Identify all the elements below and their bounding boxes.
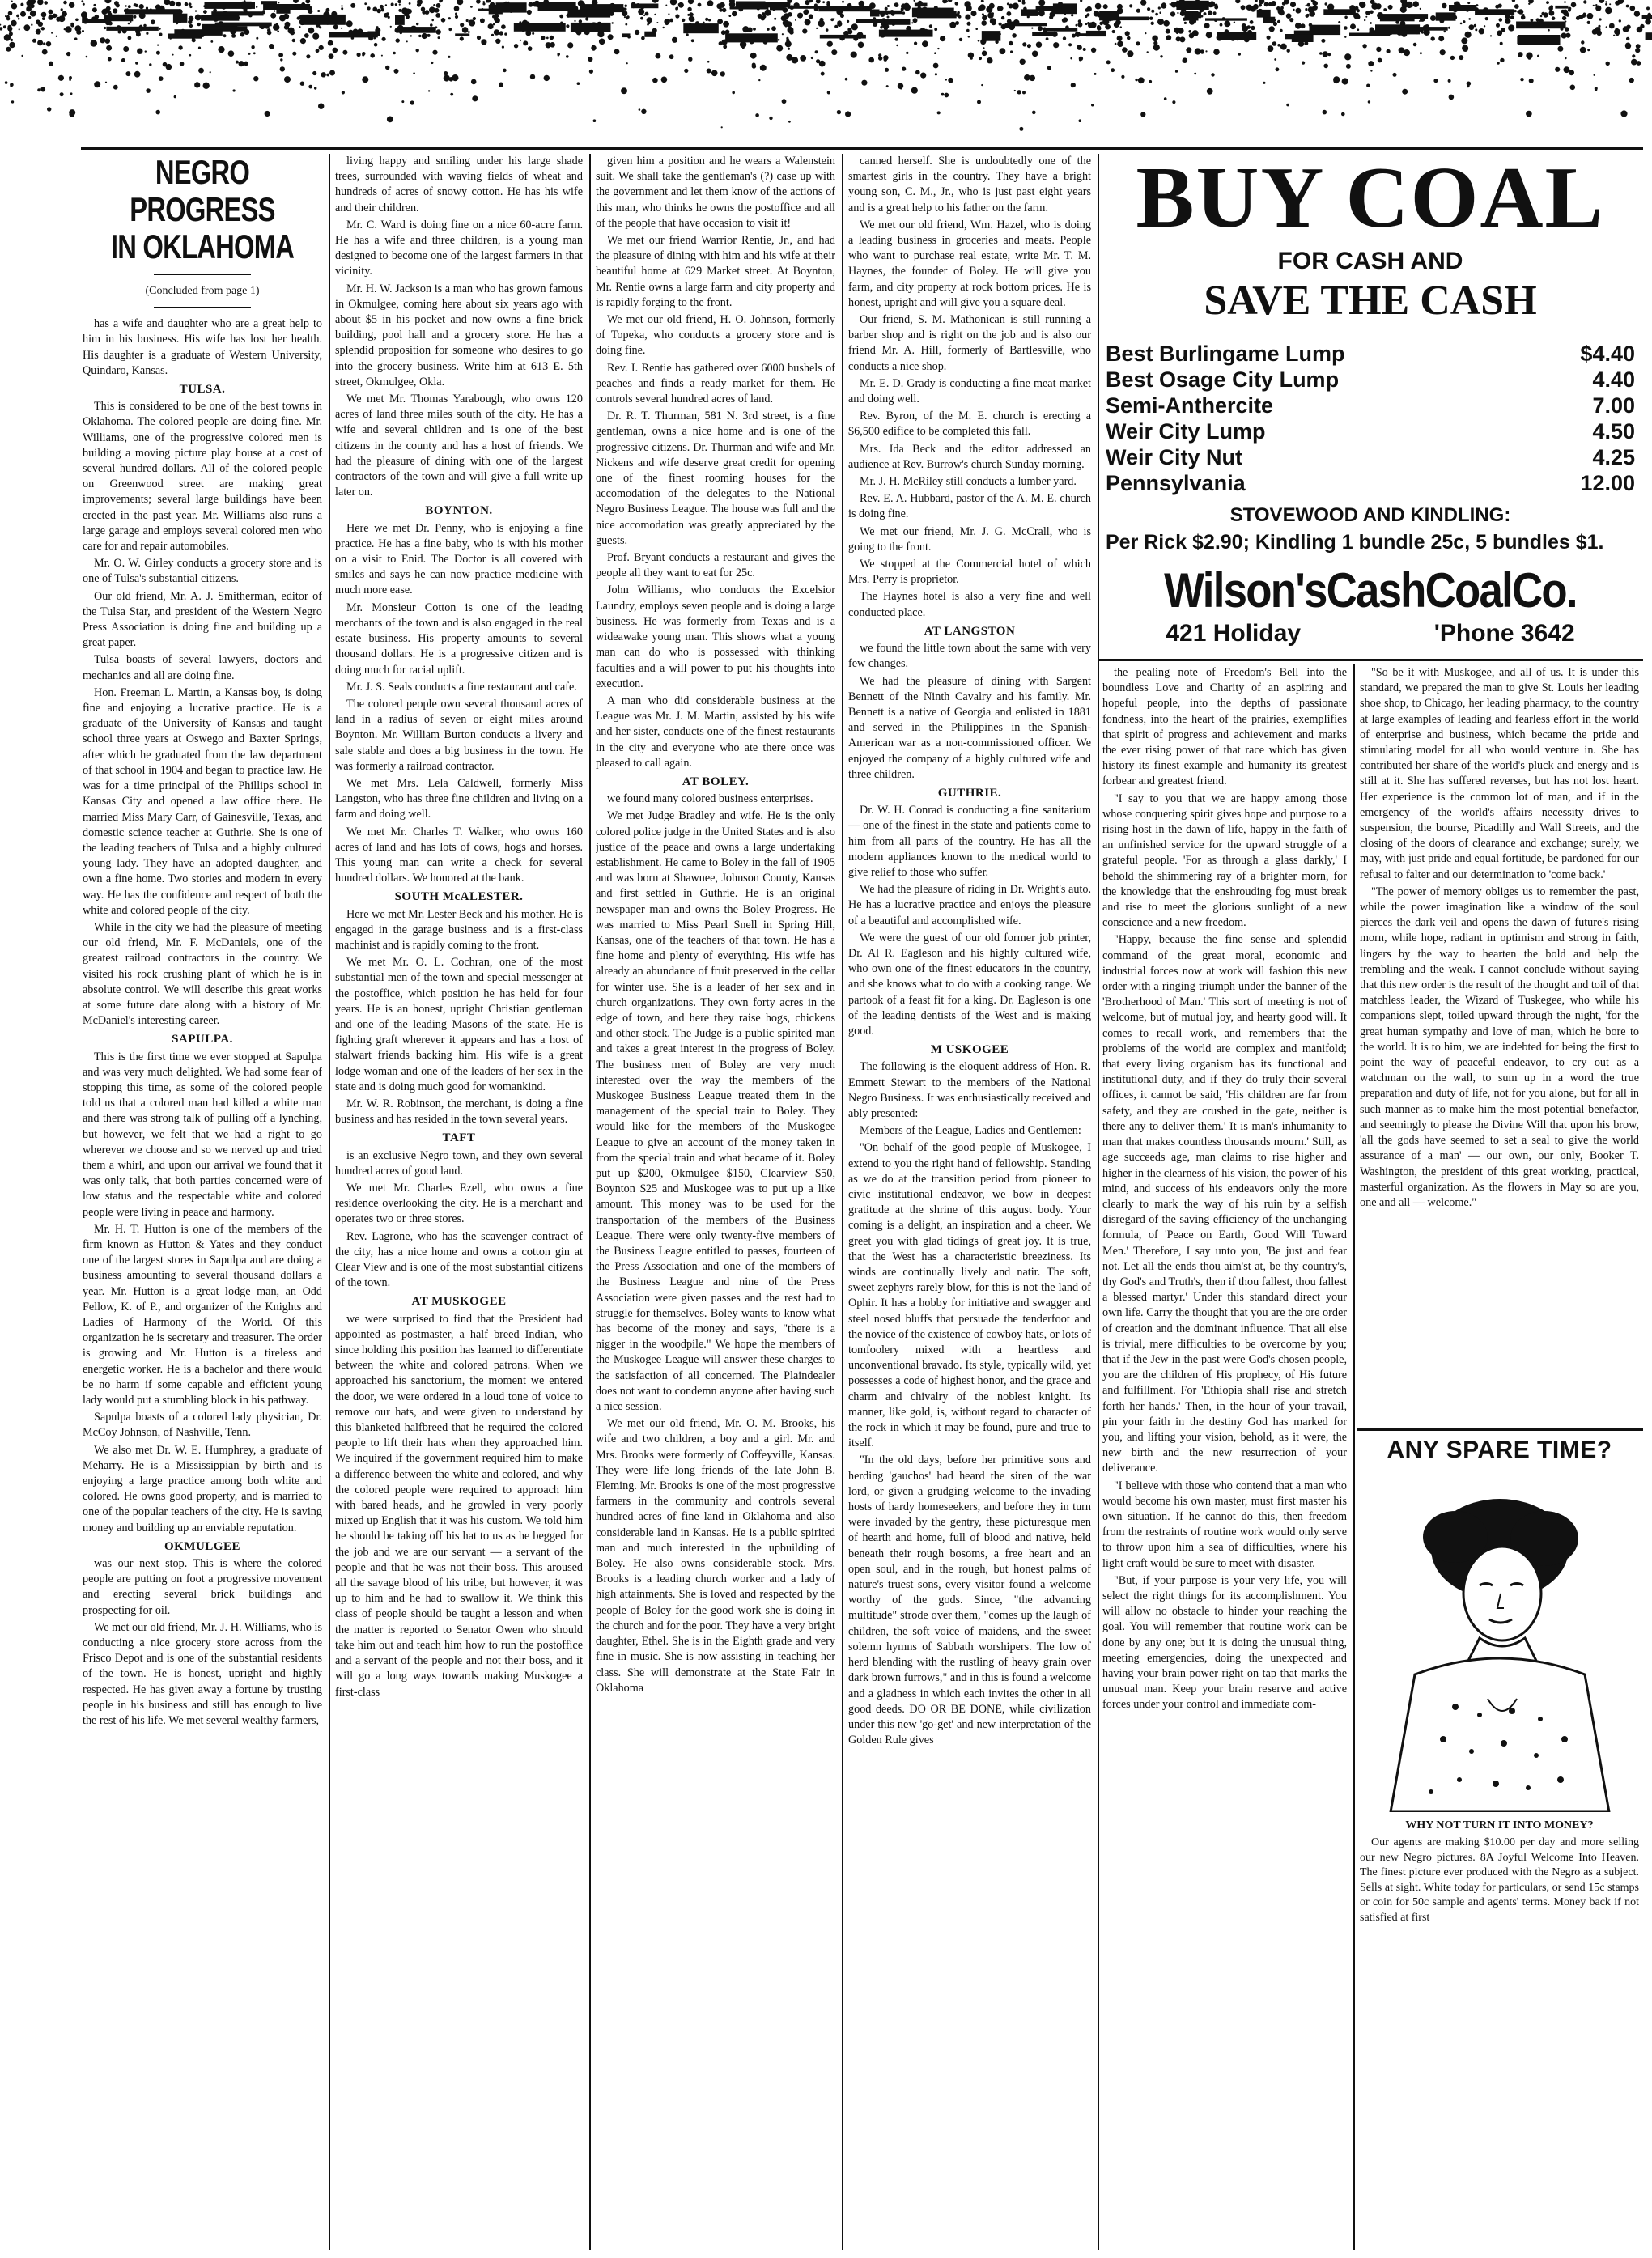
section-heading: TULSA.: [179, 383, 226, 397]
coal-type: Semi-Anthercite: [1106, 393, 1274, 418]
spare-time-subhead: WHY NOT TURN IT INTO MONEY?: [1405, 1819, 1594, 1831]
coal-price-row: [1106, 470, 1635, 496]
article-paragraph: John Williams, who conducts the Excelsior Laundry, employs seven people and is doing a large business. He was formerly from Texas and is a wideawake young man. This shows what a young man can do who is possessed with thinking faculties and a will power to put his thoughts into execution.: [596, 584, 835, 690]
article-paragraph: "On behalf of the good people of Muskogee, I extend to you the right hand of fellowship. Standing as we do at the transition period from pioneer to civic institutional endeavor, we bow in deepest gratitude at the shrine of this august body. Your coming is a delight, an inspiration and a cheer. We greet you with glad tidings of great joy. It is true, that the West has a characteristic breeziness. Its winds are continually lively and natir. The soft, sweet zephyrs rarely blow, for this is not the land of Ophir. It has a hobby for initiative and swagger and steel nosed bluffs that persuade the tenderfoot and the novice of the existence of cowboy hats, or lots of tomfoolery mixed with a heartless and unconventional bravado. Its style, typically wild, yet possesses a code of highest honor, and the grace and charm and chivalry of the noblest knight. Its manner, like gold, is, without regard to character of the rock in which it may be found, pure and true to itself.: [848, 1141, 1091, 1450]
article-paragraph: we found the little town about the same with very few changes.: [848, 642, 1091, 671]
section-heading: M USKOGEE: [930, 1043, 1009, 1057]
article-paragraph: We met our old friend, Wm. Hazel, who is doing a leading business in groceries and meats. People who want to purchase real estate, write Mr. T. M. Haynes, the founder of Boley. He will give you farm, and city property at rock bottom prices. He is honest, upright and will give you a square deal.: [848, 218, 1091, 309]
article-paragraph: We met our old friend, Mr. O. M. Brooks, his wife and two children, a boy and a girl. Mr. and Mrs. Brooks were formerly of Coffeyville, Kansas. They were life long friends of the late John B. Fleming. Mr. Brooks is one of the most progressive farmers in the community and controls several hundred acres of fine land in Oklahoma and also considerable land in Kansas. He is a public spirited man and much interested in the upbuilding of Boley. He also owns considerable stock. Mrs. Brooks is a leading church worker and a lady of high attainments. She is loved and respected by the people of Boley for the good work she is doing in the church and for the poor. They have a very bright daughter, Ethel. She is in the Eighth grade and very fine in music. She is now assisting in teaching her class. She will demonstrate at the State Fair in Oklahoma: [596, 1417, 835, 1695]
column-5: [1102, 665, 1347, 2252]
headline-divider: [154, 274, 251, 275]
article-paragraph: We met our old friend, H. O. Johnson, formerly of Topeka, who conducts a grocery store and is doing fine.: [596, 313, 835, 358]
article-paragraph: This is considered to be one of the best towns in Oklahoma. The colored people are doing fine. Mr. Williams, one of the progressive colored men is building a moving picture play house at a cost of several hundred dollars. All of the colored people on Greenwood street are making great improvements; several large buildings have been erected in the past year. Mr. Williams also runs a large garage and employs several colored men who care for and repair automobiles.: [83, 400, 322, 554]
article-paragraph: "I believe with those who contend that a man who would become his own master, must first master his own situation. If he cannot do this, then freedom from the restraints of routine work would only serve to throw upon him a sea of difficulties, where his light craft would be sure to meet with disaster.: [1102, 1479, 1347, 1570]
article-paragraph: Rev. Byron, of the M. E. church is erecting a $6,500 edifice to be completed this fall.: [848, 410, 1091, 439]
article-paragraph: Our old friend, Mr. A. J. Smitherman, editor of the Tulsa Star, and president of the Western Negro Press Association is doing fine and building up a great paper.: [83, 589, 322, 650]
woman-portrait-illustration: [1366, 1472, 1633, 1812]
ad-stovewood-heading: STOVEWOOD AND KINDLING:: [1229, 504, 1511, 526]
article-paragraph: The following is the eloquent address of Hon. R. Emmett Stewart to the members of the National Negro Business. It was enthusiastically received and ably presented:: [848, 1060, 1091, 1120]
article-paragraph: we found many colored business enterprises.: [607, 792, 813, 806]
coal-price: 12.00: [1580, 471, 1635, 495]
article-paragraph: Mr. H. W. Jackson is a man who has grown famous in Okmulgee, coming here about six years ago with about $5 in his pocket and now owns a fine brick building, pool hall and a grocery store. He has a splendid proposition for someone who desires to go into the grocery business. Write him at 613 E. 5th street, Okmulgee, Okla.: [335, 282, 583, 388]
column-4: [848, 154, 1091, 2250]
coal-price: 4.40: [1592, 367, 1635, 392]
article-paragraph: This is the first time we ever stopped at Sapulpa and was very much delighted. We had some fear of stopping this time, as some of the colored people told us that a colored man had killed a white man and there was strong talk of pulling off a lynching, but however, we felt that we had a right to go wherever we choose and so we nerved up and tried them a whirl, and upon our arrival we found that it was only talk, that both parties concerned were of low status and the respectable white and colored people were living in peace and harmony.: [83, 1050, 322, 1219]
article-paragraph: Our friend, S. M. Mathonican is still running a barber shop and is right on the job and is also our friend Mr. A. Hill, formerly of Bartlesville, who conducts a nice shop.: [848, 313, 1091, 373]
column-rule-5: [1353, 664, 1355, 2250]
column-2-body: [335, 154, 583, 1700]
section-heading: SAPULPA.: [172, 1033, 233, 1046]
section-heading: SOUTH McALESTER.: [394, 890, 524, 904]
coal-type: Best Burlingame Lump: [1106, 342, 1345, 366]
ad-address: 421 Holiday: [1166, 620, 1302, 647]
article-paragraph: "So be it with Muskogee, and all of us. It is under this standard, we prepared the man to give St. Louis her leading shoe shop, to Chicago, her leading pharmacy, to the country at large examples of leading and fearless effort in the world of enterprise and business, which became the pride and stimulating model for all who would venture in. She has contributed her share of the world's pluck and energy and is still at it. She has suffered reverses, but has not lost heart. Her experience is the common lot of man, and if in the emergency of the world's affairs necessity drives to suspension, the bourse, Picadilly and Wall Streets, and the closing of the doors of clearance and exchange; surely, we may, with just pride and equal fortitude, be pardoned for our refusal to falter and our determination to 'come back.': [1360, 666, 1639, 881]
article-paragraph: has a wife and daughter who are a great help to him in his business. His wife has lost her health. His daughter is a graduate of Western University, Quindaro, Kansas.: [83, 317, 322, 377]
continuation-divider: [154, 307, 251, 308]
coal-price-row: [1106, 444, 1635, 470]
column-3-body: [596, 154, 835, 1696]
ad-buy-coal-title: BUY COAL: [1136, 150, 1605, 246]
article-paragraph: We met our old friend, Mr. J. H. Williams, who is conducting a nice grocery store across from the Frisco Depot and is one of the substantial residents of the town. He is honest, upright and highly respected. He has given away a fortune by trusting people in his business and still has enough to live the rest of his life. We met several wealthy farmers,: [83, 1620, 322, 1728]
article-paragraph: Members of the League, Ladies and Gentlemen:: [860, 1124, 1081, 1138]
article-paragraph: We had the pleasure of riding in Dr. Wright's auto. He has a lucrative practice and enjoys the pleasure of a beautiful and accomplished wife.: [848, 883, 1091, 927]
article-paragraph: Dr. W. H. Conrad is conducting a fine sanitarium — one of the finest in the state and patients come to him from all parts of the country. He has all the modern appliances known to the medical world to give relief to those who suffer.: [848, 804, 1091, 879]
headline-negro-progress: NEGRO PROGRESS: [130, 154, 275, 228]
ad-address-row: [1099, 620, 1641, 647]
column-1-body: [83, 316, 322, 1729]
article-paragraph: given him a position and he wears a Walenstein suit. We shall take the gentleman's (?) case up with the government and let them know of the actions of this man, who thinks he owns the postoffice and all of the people that have occasion to visit it!: [596, 155, 835, 230]
spare-time-title: ANY SPARE TIME?: [1387, 1437, 1612, 1463]
article-paragraph: We stopped at the Commercial hotel of which Mrs. Perry is proprietor.: [848, 558, 1091, 587]
article-paragraph: Hon. Freeman L. Martin, a Kansas boy, is doing fine and enjoying a lucrative practice. He is a graduate of the University of Kansas and taught school three years at Oswego and Baxter Springs, after which he graduated from the law department of that school in 1904 and began to practice law. He was for a time principal of the Phillips school in Kansas City and opened a law office there. He married Miss Mary Carr, of Gainesville, Texas, and domestic science teacher at Guthrie. She is one of the leading teachers of Tulsa and a highly cultured young lady. They have an adopted daughter, and own a fine home. Two stories and modern in every way. He has the confidence and respect of both the white and colored people of the city.: [83, 685, 322, 917]
spare-time-advertisement: [1360, 1437, 1639, 1925]
article-paragraph: Tulsa boasts of several lawyers, doctors and mechanics and all are doing fine.: [83, 653, 322, 682]
article-paragraph: the pealing note of Freedom's Bell into the boundless Love and Charity of an aspiring and hopeful people, into the depths of passionate fondness, into the heart of the prairies, exemplifies that spirit of progress and achievement and marks the ever rising power of that race which has given history its finest example and humanity its greatest forbear and greatest friend.: [1102, 666, 1347, 788]
coal-price-row: [1106, 418, 1635, 444]
article-paragraph: is an exclusive Negro town, and they own several hundred acres of good land.: [335, 1148, 583, 1178]
coal-price-row: [1106, 367, 1635, 393]
section-heading: OKMULGEE: [164, 1539, 240, 1553]
coal-advertisement: [1099, 150, 1641, 656]
ad-phone: 'Phone 3642: [1433, 620, 1575, 647]
coal-price-row: [1106, 393, 1635, 418]
section-heading: TAFT: [442, 1131, 476, 1145]
article-paragraph: We met Mr. Thomas Yarabough, who owns 120 acres of land three miles south of the city. He has a wife and several children and is one of the best citizens in the county and has a host of friends. We had the pleasure of dining with one of the largest contractors of the town and will give a full write up later on.: [335, 393, 583, 499]
scan-noise-top: [0, 0, 1652, 138]
article-paragraph: Rev. I. Rentie has gathered over 6000 bushels of peaches and finds a ready market for them. He controls several hundred acres of land.: [596, 361, 835, 406]
article-paragraph: We had the pleasure of dining with Sargent Bennett of the Ninth Cavalry and his family. Mr. Bennett is a native of Georgia and enlisted in 1881 and served in the Philippines in the Spanish-American war as a non-commissioned officer. We enjoyed the company of a highly cultured wife and three children.: [848, 674, 1091, 781]
article-paragraph: Mr. J. H. McRiley still conducts a lumber yard.: [860, 475, 1077, 489]
article-paragraph: Mr. Monsieur Cotton is one of the leading merchants of the town and is also engaged in the real estate business. His property amounts to several thousand dollars. He is a progressive citizen and is doing much for racial uplift.: [335, 601, 583, 677]
headline-in-oklahoma: IN OKLAHOMA: [110, 227, 295, 265]
coal-type: Pennsylvania: [1106, 471, 1246, 495]
coal-price-list: [1106, 341, 1635, 496]
column-3: [596, 154, 835, 2250]
ad-rick-pricing: Per Rick $2.90; Kindling 1 bundle 25c, 5 bundles $1.: [1106, 531, 1604, 554]
article-paragraph: We met Mr. O. L. Cochran, one of the most substantial men of the town and special messenger at the postoffice, which position he has held for four years. He is an honest, upright Christian gentleman and one of the leading Masons of the state. He is fighting graft wherever it appears and has a host of stalwart friends backing him. His wife is a great lodge woman and one of the leaders of her sex in the state and is doing much good for womankind.: [335, 956, 583, 1093]
article-paragraph: While in the city we had the pleasure of meeting our old friend, Mr. F. McDaniels, one of the greatest railroad contractors in the country. We visited his rock crushing plant of which he is in absolute control. We will describe this great works at some future date along with a history of Mr. McDaniel's interesting career.: [83, 920, 322, 1028]
article-paragraph: We also met Dr. W. E. Humphrey, a graduate of Meharry. He is a Mississippian by birth and is enjoying a large practice among both white and colored. He owns good property, and is married to one of the popular teachers of the city. He is saving money and building up an enviable reputation.: [83, 1443, 322, 1534]
column-rule-1: [329, 154, 330, 2250]
column-5-body: [1102, 665, 1347, 1713]
article-paragraph: "I say to you that we are happy among those whose conquering spirit gives hope and purpose to a rising host in the dawn of life, happy in the faith of an unfinished service for the upward struggle of a grateful people. 'For as through a glass darkly,' I behold the shimmering ray of a brighter morn, for the knowledge that the enshrouding fog must break and rise to meet the glorious sunlight of a new conscience and a new freedom.: [1102, 792, 1347, 930]
article-paragraph: Mr. W. R. Robinson, the merchant, is doing a fine business and has resided in the town several years.: [335, 1097, 583, 1127]
section-heading: AT BOLEY.: [682, 775, 750, 788]
article-paragraph: We met Mr. Charles T. Walker, who owns 160 acres of land and has lots of cows, hogs and horses. This young man can write a check for several hundred dollars. We honored at the bank.: [335, 825, 583, 885]
column-6-body: [1360, 665, 1639, 1211]
column-rule-3: [842, 154, 843, 2250]
article-paragraph: Mrs. Ida Beck and the editor addressed an audience at Rev. Burrow's church Sunday morning.: [848, 442, 1091, 471]
article-paragraph: Sapulpa boasts of a colored lady physician, Dr. McCoy Johnson, of Nashville, Tenn.: [83, 1411, 322, 1440]
coal-price: 4.25: [1592, 445, 1635, 469]
ad-save-the-cash: SAVE THE CASH: [1204, 278, 1537, 324]
article-paragraph: Prof. Bryant conducts a restaurant and gives the people all they want to eat for 25c.: [596, 551, 835, 580]
article-paragraph: A man who did considerable business at the League was Mr. J. M. Martin, assisted by his wife and her sister, conducts one of the finest restaurants in the city and everyone who ate there once was pleased to call again.: [596, 694, 835, 770]
coal-price: $4.40: [1580, 342, 1635, 366]
article-paragraph: We met our friend Warrior Rentie, Jr., and had the pleasure of dining with him and his wife at their beautiful home at 629 Market street. At Boynton, Mr. Rentie owns a large farm and city property and is rapidly forging to the front.: [596, 234, 835, 309]
article-paragraph: The colored people own several thousand acres of land in a radius of seven or eight miles around Boynton. Mr. William Burton conducts a livery and sale stable and does a big business in the town. He was formerly a railroad contractor.: [335, 697, 583, 773]
spare-ad-top-rule: [1357, 1428, 1643, 1431]
spare-time-body-text: Our agents are making $10.00 per day and more selling our new Negro pictures. 8A Joyful Welcome Into Heaven. The finest picture ever produced with the Negro as a subject. Sells at sight. White today for particulars, or send 15c stamps or coin for 50c sample and agents' terms. Money back if not satisfied at first: [1360, 1836, 1639, 1924]
article-paragraph: We met Mrs. Lela Caldwell, formerly Miss Langston, who has three fine children and living on a farm and doing well.: [335, 776, 583, 821]
section-heading: AT LANGSTON: [924, 624, 1016, 638]
coal-price: 4.50: [1592, 419, 1635, 444]
column-2: [335, 154, 583, 2250]
ad-company-name: Wilson'sCashCoalCo.: [1164, 563, 1577, 618]
column-rule-2: [589, 154, 591, 2250]
article-paragraph: was our next stop. This is where the colored people are putting on foot a progressive movement and erecting several brick buildings and prospecting for oil.: [83, 1557, 322, 1617]
article-paragraph: Mr. H. T. Hutton is one of the members of the firm known as Hutton & Yates and they conduct one of the largest stores in Sapulpa and are doing a business amounting to several thousand dollars a year. Mr. Hutton is a great lodge man, an Odd Fellow, K. of P., and organizer of the Knights and Ladies of Harmony of the World. Of this organization he is secretary and treasurer. The order is growing and Mr. Hutton is a tireless and energetic worker. He is a bachelor and there would be no harm if some capable and efficient young lady would put a stumbling block in his pathway.: [83, 1222, 322, 1407]
article-paragraph: Rev. E. A. Hubbard, pastor of the A. M. E. church is doing fine.: [848, 492, 1091, 521]
article-paragraph: "Happy, because the fine sense and splendid command of the great moral, economic and industrial forces now at work will fashion this new order with a ringing triumph under the banner of the 'Brotherhood of Man.' This sort of meeting is not of welcome, but of mutual joy, and hearty good will. It comes to recall work, and remembers that the problems of the world are complex and manifold; that every living organism has its functional and institutional duty, and if they do truly their several offices, it cannot be said, 'His children are far from safety, and they are crushed in the gate, neither is there any to deliver them.' It is man's inhumanity to man that makes countless thousands mourn.' Still, as age succeeds age, man claims to rise higher and higher in the clearness of his vision, the power of his mind, and success of his endeavors only the more clearly to mark the way of his ruin by a selfish disregard of the saving efficiency of the unchanging formula, of 'Peace on Earth, Good Will Toward Men.' Therefore, I say unto you, 'Be just and fear not. Let all the ends thou aim'st at, be thy country's, thy God's and Truth's, then if thou fallest, thou fallest a blessed martyr.' Under this standard direct your own life. Carry the thought that you are the ore order of creation and the dominant influence. That all else is trivial, mere difficulties to be overcome by you; that if the Jew in the past were God's chosen people, you are the children of His prophecy, of His future and fulfillment. For 'Ethiopia shall rise and stretch forth her hands.' Then, in the hour of your travail, pin your faith in the destiny God has marked for you, and lifting your vision, behold, as it were, the new birth and the new resurrection of your deliverance.: [1102, 933, 1347, 1475]
ad-for-cash-and: FOR CASH AND: [1277, 248, 1463, 274]
section-heading: AT MUSKOGEE: [411, 1295, 507, 1309]
column-4-body: [848, 154, 1091, 1748]
article-paragraph: Mr. J. S. Seals conducts a fine restaurant and cafe.: [346, 680, 577, 694]
article-paragraph: We met Mr. Charles Ezell, who owns a fine residence overlooking the city. He is a merchant and operates two or three stores.: [335, 1182, 583, 1226]
article-paragraph: Here we met Mr. Lester Beck and his mother. He is engaged in the garage business and is a first-class machinist and is rapidly coming to the front.: [335, 907, 583, 952]
article-paragraph: "But, if your purpose is your very life, you will select the right things for its accomplishment. You will allow no obstacle to hinder your reaching the goal. You will remember that routine work can be done by any one; but it is doing the unusual thing, meeting emergencies, doing the unexpected and having your brain power right on tap that marks the unusual man. Keep your brain reserve and active forces under your control and immediate com-: [1102, 1573, 1347, 1712]
article-paragraph: living happy and smiling under his large shade trees, surrounded with waving fields of wheat and hundreds of acres of snowy cotton. He has his wife and their children.: [335, 155, 583, 214]
section-heading: GUTHRIE.: [937, 786, 1002, 800]
article-paragraph: Mr. O. W. Girley conducts a grocery store and is one of Tulsa's substantial citizens.: [83, 557, 322, 586]
article-paragraph: We were the guest of our old former job printer, Dr. Al R. Eagleson and his highly cultured wife, who own one of the finest educators in the country, and she knows what to do with a cooking range. We partook of a feast fit for a king. Dr. Eagleson is one of the leading dentists of the West and is making good.: [848, 931, 1091, 1038]
article-paragraph: "In the old days, before her primitive sons and herding 'gauchos' had heard the siren of the war lord, or given a grudging welcome to the invading hosts of hardy homeseekers, and before they in turn were invaded by the gentry, these picturesque men of hearth and home, full of blood and native, held beneath their rough bosoms, a free heart and an open soul, and in the rough, but honest palms of nature's truest sons, every visitor found a welcome worthy of the gods. Since, "the advancing multitude" strode over them, "comes up the laugh of children, the soft voice of maidens, and the sweet solemn hymns of Sabbath worshipers. The low of herd blending with the rustling of heavy grain over dark brown furrows," and in this is found a welcome and a gladness in which each invites the other in all good deeds. DO OR BE DONE, while civilization under this new 'go-get' and new interpretation of the Golden Rule gives: [848, 1454, 1091, 1747]
spare-time-body: [1360, 1836, 1639, 1925]
article-paragraph: We met our friend, Mr. J. G. McCrall, who is going to the front.: [848, 524, 1091, 554]
coal-price: 7.00: [1592, 393, 1635, 418]
coal-price-row: [1106, 341, 1635, 367]
coal-type: Best Osage City Lump: [1106, 367, 1340, 392]
column-1: [83, 154, 322, 2250]
ad-bottom-rule: [1099, 659, 1643, 661]
coal-type: Weir City Nut: [1106, 445, 1243, 469]
article-paragraph: we were surprised to find that the President had appointed as postmaster, a half breed Indian, who since holding this position has learned to differentiate between the white and colored patrons. When we approached his sanctorium, the moment we entered the door, we were ordered in a loud tone of voice to remove our hats, and were given to understand by this blanketed halfbreed that he required the colored people to lift their hats when they approached him. We inquired if the government required him to make a difference between the white and colored, and why the colored people were required to approach him with bared heads, and he growled in very poorly mixed up English that it was his custom. We told him he should be taking off his hat to us as he begged for the job and we are our servant — a servant of the people and that he was not their boss. This aroused all the savage blood of his tribe, but however, it was up to him and he had to swallow it. We think this class of people should be taught a lesson and when the matter is reported to Senator Owen who should take him out and teach him how to run the postoffice and a servant of the people and not their boss, and it will go a long ways towards making Muskogee a first-class: [335, 1312, 583, 1699]
article-paragraph: canned herself. She is undoubtedly one of the smartest girls in the country. They have a bright young son, C. M., Jr., who is just past eight years and is a great help to his father on the farm.: [848, 155, 1091, 214]
article-paragraph: Rev. Lagrone, who has the scavenger contract of the city, has a nice home and owns a cotton gin at Clear View and is one of the most substantial citizens of the town.: [335, 1229, 583, 1290]
article-paragraph: We met Judge Bradley and wife. He is the only colored police judge in the United States and is also justice of the peace and owns a large undertaking establishment. He came to Boley in the fall of 1905 and was born at Shawnee, Johnson County, Kansas and first settled in Guthrie. He is an original newspaper man and owns the Boley Progress. He was married to Miss Pearl Snell in Spring Hill, Kansas, one of the teachers of that town. He has a fine home and plenty of everything. His wife has already an abundance of fruit preserved in the cellar for winter use. She is a leader of her sex and in church organizations. They own forty acres in the edge of town, and here they raise hogs, chickens and other stock. The Judge is a public spirited man and takes a great interest in the progress of Boley. The business men of Boley are very much interested over the way the members of the Muskogee Business League treated them in the management of the special train to Boley. They would like for the members of the Muskogee League to give an account of the money taken in from the special train and what became of it. Boley put up $200, Okmulgee $150, Clearview $50, Boynton $25 and Muskogee was to put up a like amount. This money was to be used for the transportation of the members of the Business League. There were only twenty-five members of the Business League entitled to passes, fourteen of the Press Association and one of the members of the Business League and nine of the Press Association were given passes and the rest had to struggle for themselves. Boley wants to know what has become of the money and says, "there is a nigger in the woodpile." We hope the members of the Muskogee League will answer these charges to the satisfaction of all concerned. The Plaindealer does not want to condemn anyone after having such a nice session.: [596, 809, 835, 1414]
column-6: [1360, 665, 1639, 1426]
article-paragraph: The Haynes hotel is also a very fine and well conducted place.: [848, 590, 1091, 619]
coal-type: Weir City Lump: [1106, 419, 1266, 444]
article-paragraph: Mr. C. Ward is doing fine on a nice 60-acre farm. He has a wife and three children, is a young man designed to become one of the largest farmers in that vicinity.: [335, 218, 583, 278]
article-paragraph: Here we met Dr. Penny, who is enjoying a fine practice. He has a fine baby, who is with his mother on a visit to Enid. The Doctor is all covered with smiles and says he can now practice medicine with much more ease.: [335, 521, 583, 597]
article-paragraph: Dr. R. T. Thurman, 581 N. 3rd street, is a fine gentleman, owns a nice home and is one of the progressive citizens. Dr. Thurman and wife and Mr. Nickens and wife deserve great credit for opening one of the finest rooming houses for the accomodation of the delegates to the National Negro Business League. The house was full and the nice accomodation was greatly appreciated by the guests.: [596, 410, 835, 547]
article-paragraph: Mr. E. D. Grady is conducting a fine meat market and doing well.: [848, 376, 1091, 406]
article-paragraph: "The power of memory obliges us to remember the past, while the power imagination like a window of the soul pierces the dark veil and opens the dawn of future's rising morn, while hope, radiant in optimism and strong in faith, lingers by the way to hearten the bold and help the trembling and the weak. I cannot conclude without saying that this new order is the result of the thought and toil of that matchless leader, the Wizard of Tuskegee, who while his companions slept, toiled upward through the night, 'for the great human sympathy and love of man, which he bore to the world. It is to him, we are indebted for being the first to point the way of peaceful endeavor, to cry out as a watchman on the wall, to sum up in a word the true preparation and duty of life, not for you alone, but for all in such manner as to make him the most potential benefactor, and seemingly to please the Divine Will that upon his brow, 'all the gods have seemed to set a seal to give the world assurance of a man' — our own, our only, Booker T. Washington, the president of this great working, practical, masterful organization. As the flowers in May so are you, one and all — welcome.": [1360, 885, 1639, 1209]
continuation-note: (Concluded from page 1): [145, 285, 260, 297]
section-heading: BOYNTON.: [425, 504, 493, 518]
